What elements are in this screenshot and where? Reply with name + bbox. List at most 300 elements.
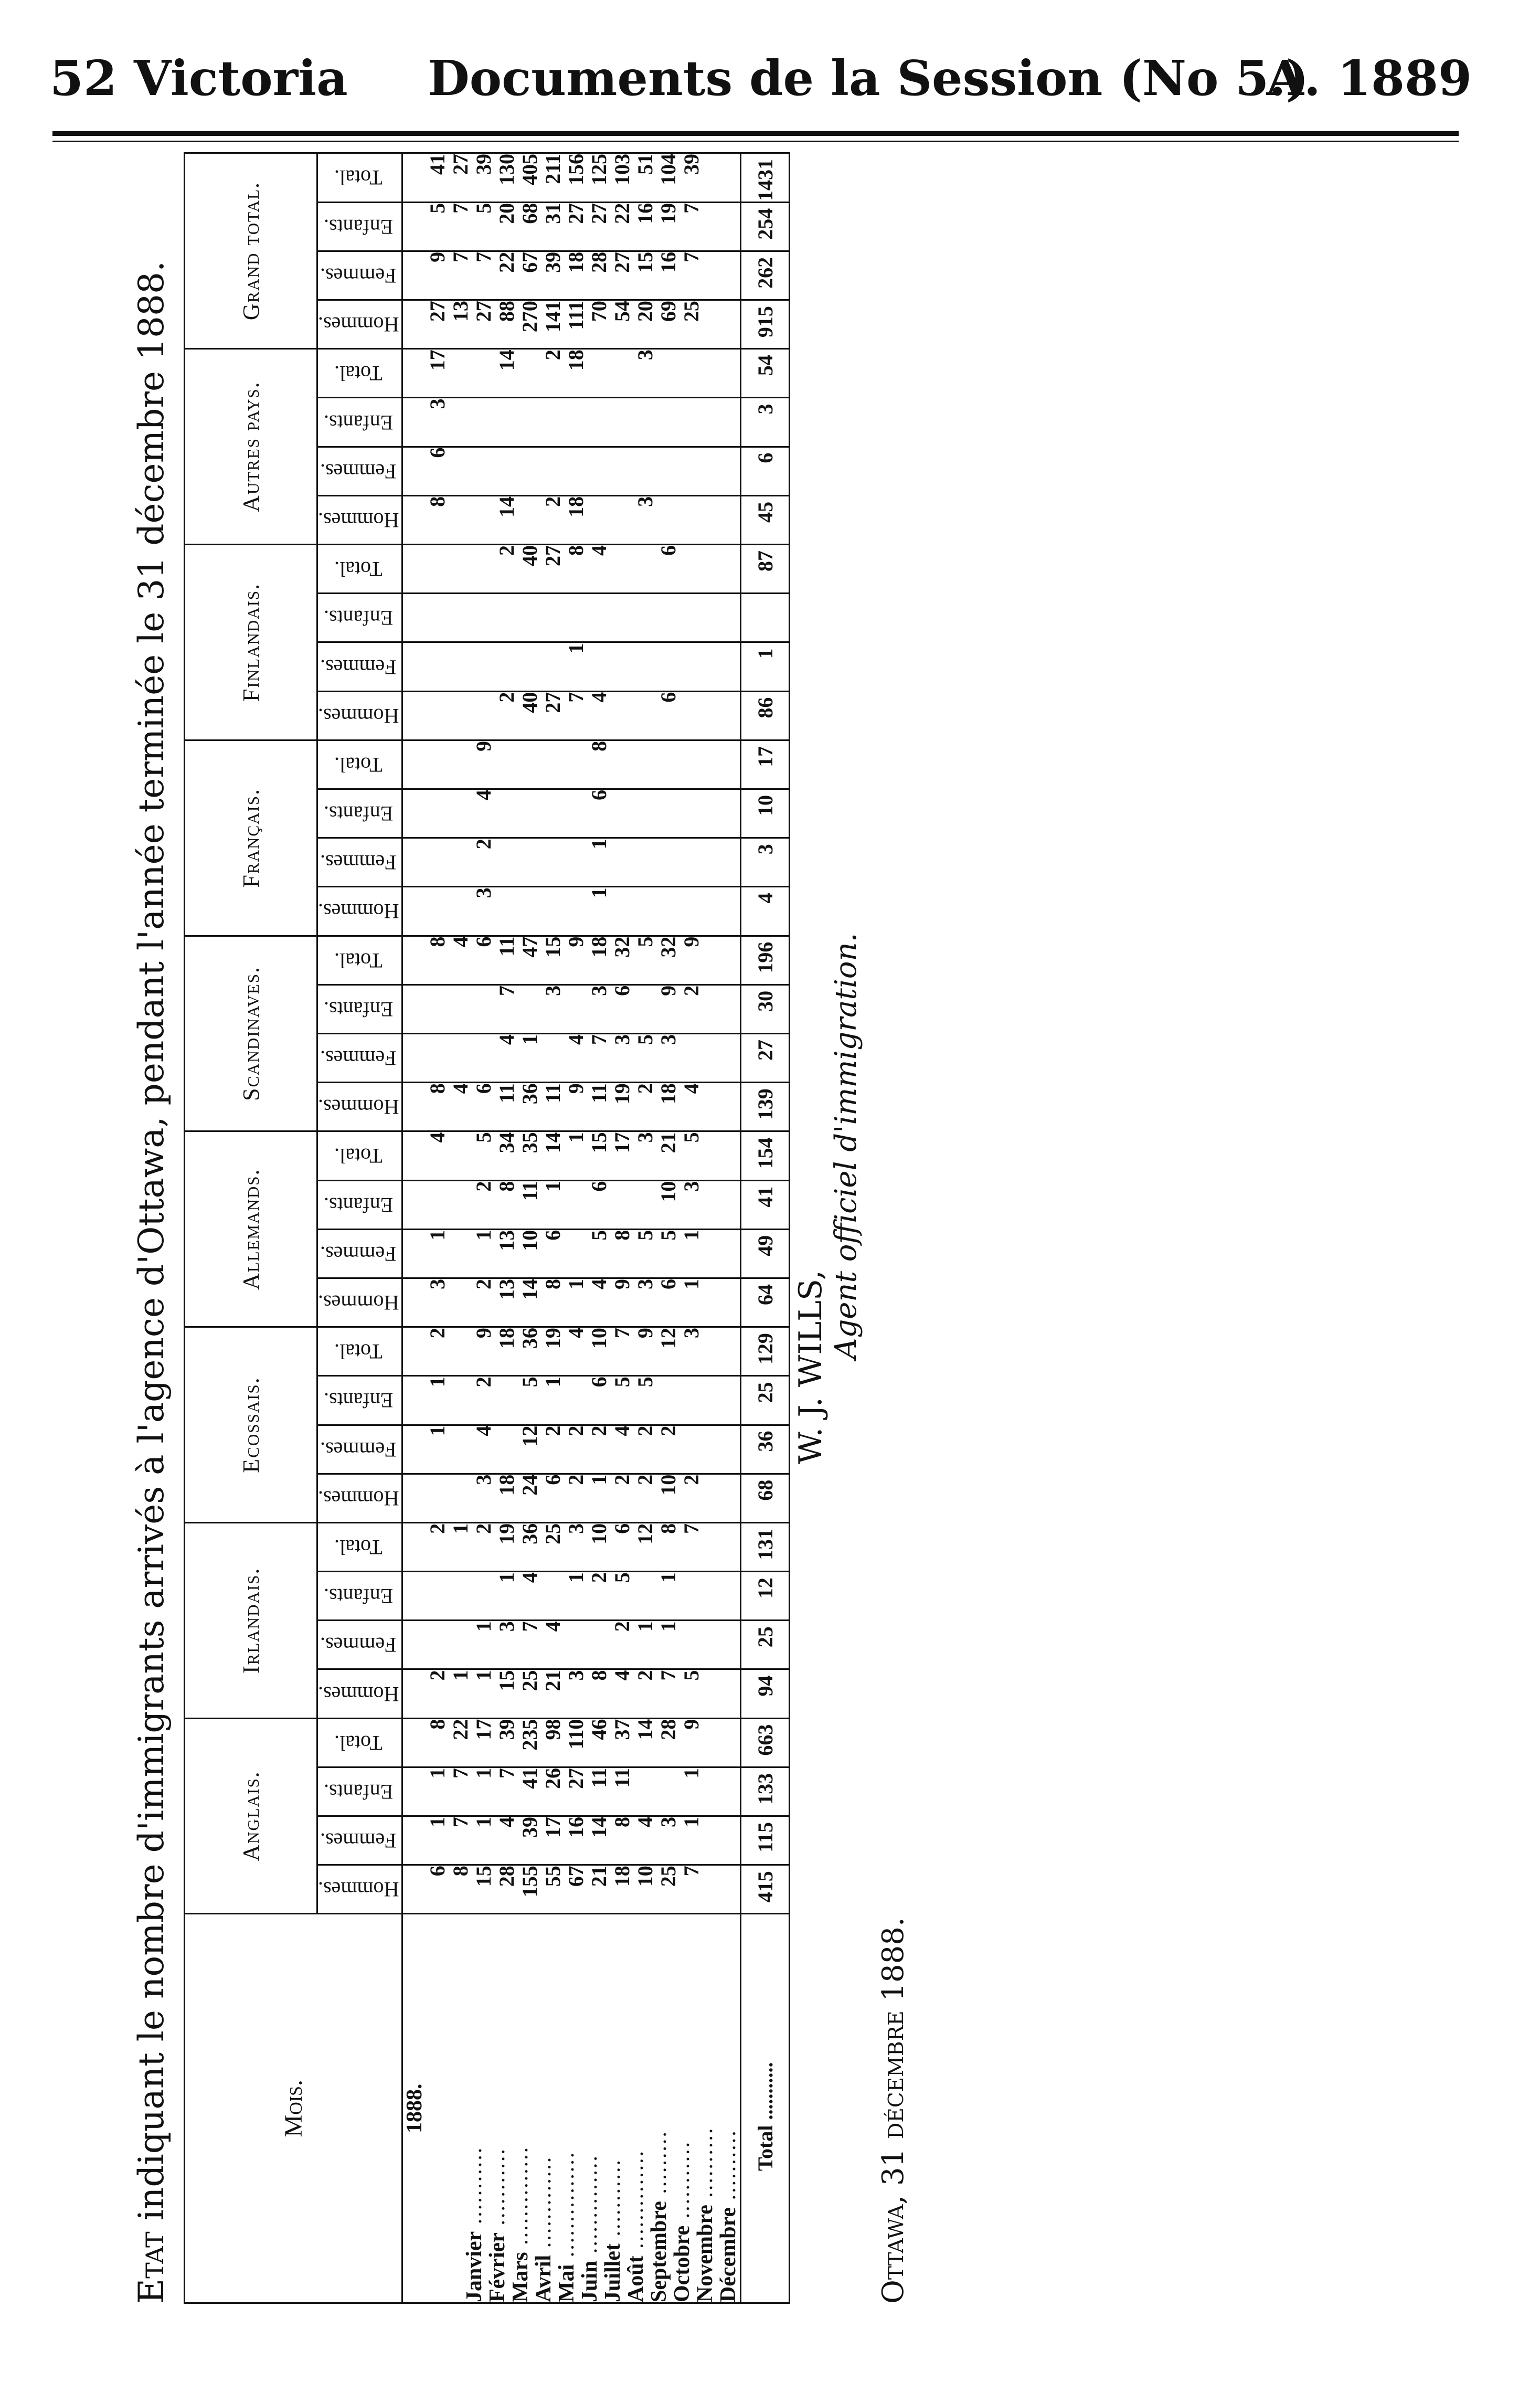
table-cell: 2 bbox=[587, 1425, 611, 1436]
table-cell bbox=[472, 692, 495, 739]
table-cell: 17 bbox=[472, 1719, 496, 1740]
table-cell: 9 bbox=[564, 936, 588, 947]
table-cell: 3 bbox=[679, 1328, 704, 1339]
table-cell: 2 bbox=[564, 1425, 588, 1436]
subheader bbox=[317, 447, 402, 495]
table-cell bbox=[634, 692, 657, 739]
table-cell bbox=[449, 643, 472, 690]
table-cell: 9 bbox=[656, 985, 681, 996]
subheader-label: Hommes. bbox=[318, 313, 399, 337]
table-cell: 6 bbox=[587, 1181, 611, 1192]
value-column bbox=[402, 1816, 741, 1865]
month-label: Février ........... bbox=[485, 2147, 510, 2302]
table-cell: 11 bbox=[587, 1083, 611, 1103]
table-cell: 7 bbox=[449, 1767, 473, 1778]
total-cell: 133 bbox=[741, 1767, 790, 1816]
table-cell: 2 bbox=[610, 1621, 634, 1632]
table-cell bbox=[634, 790, 657, 837]
signature-block bbox=[792, 933, 863, 1465]
table-cell: 12 bbox=[633, 1523, 657, 1544]
table-cell: 10 bbox=[633, 1866, 657, 1887]
table-cell: 7 bbox=[495, 985, 519, 996]
value-column bbox=[402, 1327, 741, 1376]
table-cell: 3 bbox=[610, 1034, 634, 1045]
value-column bbox=[402, 936, 741, 984]
table-cell bbox=[541, 790, 565, 837]
table-cell: 7 bbox=[679, 251, 704, 262]
table-cell bbox=[657, 839, 680, 886]
table-cell: 1 bbox=[679, 1230, 704, 1241]
table-cell: 2 bbox=[541, 496, 565, 507]
subheader bbox=[317, 789, 402, 838]
subheader-label: Total. bbox=[334, 1340, 383, 1364]
table-cell bbox=[472, 1034, 495, 1082]
total-cell: 3 bbox=[741, 398, 790, 447]
total-cell: 64 bbox=[741, 1278, 790, 1327]
table-cell: 17 bbox=[541, 1817, 565, 1838]
table-cell: 5 bbox=[426, 203, 450, 214]
table-cell: 16 bbox=[564, 1817, 588, 1838]
value-column bbox=[402, 1180, 741, 1229]
table-cell: 22 bbox=[449, 1719, 473, 1740]
table-cell: 67 bbox=[564, 1866, 588, 1887]
table-cell: 14 bbox=[587, 1817, 611, 1838]
table-cell: 15 bbox=[587, 1132, 611, 1153]
table-cell: 3 bbox=[656, 1034, 681, 1045]
value-column bbox=[402, 789, 741, 838]
table-cell: 8 bbox=[426, 1083, 450, 1094]
subheader-label: Hommes. bbox=[318, 1486, 399, 1510]
total-cell: 41 bbox=[741, 1180, 790, 1229]
table-cell bbox=[518, 887, 541, 935]
subheader-label: Hommes. bbox=[318, 1682, 399, 1706]
total-cell: 25 bbox=[741, 1376, 790, 1425]
group-header: Grand total. bbox=[185, 153, 317, 349]
value-column bbox=[402, 495, 741, 544]
header-right: A. 1889 bbox=[1266, 50, 1472, 107]
table-cell: 41 bbox=[426, 154, 450, 175]
table-cell: 20 bbox=[633, 301, 657, 322]
table-cell bbox=[449, 1034, 472, 1082]
total-cell: 68 bbox=[741, 1474, 790, 1522]
table-cell: 2 bbox=[472, 839, 496, 850]
total-cell: 196 bbox=[741, 936, 790, 984]
table-cell: 9 bbox=[426, 251, 450, 262]
table-cell: 14 bbox=[518, 1278, 542, 1300]
table-cell: 2 bbox=[564, 1474, 588, 1485]
table-cell bbox=[634, 887, 657, 935]
total-cell: 115 bbox=[741, 1816, 790, 1865]
table-cell: 6 bbox=[472, 936, 496, 947]
table-cell: 2 bbox=[495, 545, 519, 556]
table-cell: 18 bbox=[564, 251, 588, 273]
table-cell bbox=[449, 1621, 472, 1668]
table-cell: 39 bbox=[472, 154, 496, 175]
table-cell bbox=[611, 887, 634, 935]
month-name: Juillet bbox=[601, 2243, 625, 2302]
table-cell: 6 bbox=[656, 692, 681, 703]
table-cell: 8 bbox=[610, 1230, 634, 1241]
table-cell: 39 bbox=[541, 251, 565, 273]
table-cell: 4 bbox=[610, 1425, 634, 1436]
table-cell: 5 bbox=[472, 203, 496, 214]
table-cell: 6 bbox=[656, 1278, 681, 1289]
signature-title: Agent officiel d'immigration. bbox=[829, 933, 863, 1359]
table-cell: 7 bbox=[449, 203, 473, 214]
table-cell bbox=[449, 1181, 472, 1229]
subheader-label: Hommes. bbox=[318, 508, 399, 532]
total-cell: 36 bbox=[741, 1425, 790, 1474]
table-cell: 7 bbox=[472, 251, 496, 262]
table-cell bbox=[495, 741, 518, 788]
table-cell: 5 bbox=[633, 1377, 657, 1388]
table-cell: 3 bbox=[426, 398, 450, 409]
table-cell: 3 bbox=[633, 496, 657, 507]
table-cell: 14 bbox=[495, 496, 519, 517]
table-cell bbox=[518, 986, 541, 1033]
table-cell: 2 bbox=[633, 1083, 657, 1094]
table-cell bbox=[495, 790, 518, 837]
table-cell: 5 bbox=[472, 1132, 496, 1143]
table-cell: 69 bbox=[656, 301, 681, 322]
table-cell: 130 bbox=[495, 154, 519, 185]
table-cell bbox=[657, 1377, 680, 1424]
table-cell: 5 bbox=[518, 1377, 542, 1388]
signature-name: W. J. WILLS, bbox=[792, 1270, 829, 1464]
subheader-label: Enfants. bbox=[324, 1584, 394, 1608]
table-cell bbox=[518, 448, 541, 495]
subheader bbox=[317, 594, 402, 642]
subheader-label: Total. bbox=[334, 1536, 383, 1559]
table-cell: 98 bbox=[541, 1719, 565, 1740]
rotated-content bbox=[131, 152, 918, 2304]
table-cell bbox=[611, 398, 634, 446]
table-cell bbox=[449, 1475, 472, 1522]
value-column bbox=[402, 349, 741, 398]
total-cell: 25 bbox=[741, 1621, 790, 1669]
table-cell: 27 bbox=[449, 154, 473, 175]
months-cell bbox=[402, 1914, 741, 2303]
table-cell bbox=[611, 594, 634, 641]
table-cell bbox=[565, 986, 588, 1033]
table-cell bbox=[495, 448, 518, 495]
table-cell: 15 bbox=[472, 1866, 496, 1887]
table-cell bbox=[449, 448, 472, 495]
table-cell bbox=[426, 1572, 449, 1619]
table-cell bbox=[449, 1377, 472, 1424]
table-cell bbox=[611, 350, 634, 397]
table-cell bbox=[426, 1034, 449, 1082]
table-cell: 3 bbox=[426, 1278, 450, 1289]
subheader-label: Total. bbox=[334, 948, 383, 972]
value-column bbox=[402, 251, 741, 300]
table-cell bbox=[518, 741, 541, 788]
table-cell: 1 bbox=[564, 643, 588, 654]
totals-row bbox=[741, 153, 790, 2303]
subheader-label: Total. bbox=[334, 362, 383, 386]
table-cell: 9 bbox=[472, 1328, 496, 1339]
table-cell bbox=[426, 1475, 449, 1522]
subheader bbox=[317, 1621, 402, 1669]
table-cell: 5 bbox=[633, 1230, 657, 1241]
table-cell bbox=[449, 545, 472, 592]
data-row bbox=[402, 153, 741, 2303]
table-cell: 1 bbox=[472, 1621, 496, 1632]
subheader bbox=[317, 1180, 402, 1229]
table-cell: 2 bbox=[587, 1572, 611, 1583]
table-cell: 15 bbox=[541, 936, 565, 958]
table-cell: 6 bbox=[541, 1230, 565, 1241]
table-cell bbox=[611, 1181, 634, 1229]
table-cell bbox=[634, 594, 657, 641]
table-cell bbox=[611, 448, 634, 495]
month-label: Mars .............. bbox=[508, 2145, 533, 2302]
table-cell: 1 bbox=[426, 1767, 450, 1778]
table-cell bbox=[449, 741, 472, 788]
value-column bbox=[402, 1474, 741, 1522]
table-cell: 3 bbox=[495, 1621, 519, 1632]
table-cell: 3 bbox=[633, 1278, 657, 1289]
table-cell: 10 bbox=[518, 1230, 542, 1251]
table-cell: 1 bbox=[449, 1523, 473, 1534]
table-cell: 27 bbox=[564, 1767, 588, 1789]
table-cell: 8 bbox=[426, 1719, 450, 1730]
table-cell: 103 bbox=[610, 154, 634, 185]
table-cell bbox=[518, 350, 541, 397]
table-cell: 8 bbox=[426, 496, 450, 507]
table-cell bbox=[472, 496, 495, 544]
month-label: Juin .............. bbox=[578, 2154, 602, 2302]
table-cell: 2 bbox=[426, 1523, 450, 1534]
subheader bbox=[317, 1669, 402, 1718]
total-cell: 30 bbox=[741, 984, 790, 1033]
month-label: Décembre .......... bbox=[716, 2129, 741, 2302]
table-cell: 27 bbox=[541, 692, 565, 713]
table-cell bbox=[449, 496, 472, 544]
value-column bbox=[402, 1425, 741, 1474]
table-cell bbox=[426, 839, 449, 886]
month-name: Octobre bbox=[670, 2225, 695, 2302]
subheader-label: Enfants. bbox=[324, 997, 394, 1021]
value-column bbox=[402, 1572, 741, 1621]
table-cell bbox=[680, 1377, 703, 1424]
table-cell: 7 bbox=[587, 1034, 611, 1045]
subheader-label: Total. bbox=[334, 1144, 383, 1168]
month-label: Mai ............... bbox=[555, 2151, 579, 2302]
header-left: 52 Victoria bbox=[50, 50, 348, 107]
subheader-label: Hommes. bbox=[318, 704, 399, 728]
table-cell bbox=[495, 1377, 518, 1424]
table-cell bbox=[426, 692, 449, 739]
table-cell: 3 bbox=[633, 350, 657, 361]
table-cell: 25 bbox=[518, 1670, 542, 1691]
value-column bbox=[402, 202, 741, 251]
subheader bbox=[317, 691, 402, 740]
table-cell bbox=[541, 448, 565, 495]
table-cell bbox=[472, 398, 495, 446]
table-cell: 7 bbox=[679, 203, 704, 214]
table-cell: 1 bbox=[472, 1230, 496, 1241]
table-cell bbox=[426, 887, 449, 935]
month-name: Février bbox=[485, 2232, 510, 2302]
table-cell: 2 bbox=[633, 1670, 657, 1681]
table-cell: 34 bbox=[495, 1132, 519, 1153]
subheader bbox=[317, 642, 402, 691]
subheader-label: Enfants. bbox=[324, 1780, 394, 1804]
subheader bbox=[317, 1816, 402, 1865]
table-cell bbox=[588, 643, 611, 690]
table-cell: 6 bbox=[426, 1866, 450, 1877]
subheader bbox=[317, 1229, 402, 1278]
total-cell: 4 bbox=[741, 887, 790, 936]
table-cell: 37 bbox=[610, 1719, 634, 1740]
value-column bbox=[402, 1083, 741, 1131]
value-column bbox=[402, 447, 741, 495]
table-cell bbox=[565, 1621, 588, 1668]
table-cell bbox=[518, 496, 541, 544]
table-cell bbox=[472, 986, 495, 1033]
table-cell: 4 bbox=[679, 1083, 704, 1094]
table-cell bbox=[426, 790, 449, 837]
subheader bbox=[317, 984, 402, 1033]
table-cell: 20 bbox=[495, 203, 519, 224]
table-cell bbox=[472, 350, 495, 397]
subheader-label: Enfants. bbox=[324, 802, 394, 826]
table-cell: 21 bbox=[656, 1132, 681, 1153]
table-cell: 13 bbox=[495, 1278, 519, 1300]
table-cell: 36 bbox=[518, 1523, 542, 1544]
running-header bbox=[50, 50, 1472, 108]
table-cell: 5 bbox=[633, 936, 657, 947]
subheader bbox=[317, 300, 402, 349]
subheader-label: Femmes. bbox=[320, 459, 397, 483]
table-cell: 6 bbox=[610, 1523, 634, 1534]
table-cell: 27 bbox=[610, 251, 634, 273]
table-cell bbox=[611, 839, 634, 886]
month-name: Décembre bbox=[716, 2207, 741, 2302]
month-name: Mai bbox=[555, 2264, 579, 2302]
table-cell: 10 bbox=[587, 1523, 611, 1544]
subheader bbox=[317, 1572, 402, 1621]
total-cell: 17 bbox=[741, 740, 790, 789]
table-cell bbox=[680, 594, 703, 641]
table-cell: 270 bbox=[518, 301, 542, 333]
table-cell: 36 bbox=[518, 1083, 542, 1105]
table-cell: 6 bbox=[587, 790, 611, 801]
table-cell: 5 bbox=[610, 1572, 634, 1583]
table-cell: 15 bbox=[495, 1670, 519, 1691]
subheader bbox=[317, 1522, 402, 1571]
table-cell bbox=[449, 986, 472, 1033]
table-cell: 2 bbox=[656, 1425, 681, 1436]
table-cell: 27 bbox=[564, 203, 588, 224]
month-label: Septembre ......... bbox=[647, 2130, 672, 2302]
table-cell bbox=[680, 545, 703, 592]
month-name: Juin bbox=[578, 2260, 602, 2302]
table-cell: 8 bbox=[495, 1181, 519, 1192]
table-cell: 40 bbox=[518, 545, 542, 567]
subheader-label: Enfants. bbox=[324, 410, 394, 435]
total-label-text: Total bbox=[753, 2125, 777, 2171]
table-cell: 6 bbox=[472, 1083, 496, 1094]
table-cell: 5 bbox=[679, 1132, 704, 1143]
table-cell: 4 bbox=[472, 1425, 496, 1436]
table-cell: 19 bbox=[495, 1523, 519, 1544]
subheader bbox=[317, 251, 402, 300]
table-cell: 88 bbox=[495, 301, 519, 322]
table-cell: 6 bbox=[610, 985, 634, 996]
table-cell bbox=[518, 790, 541, 837]
mois-header: Mois. bbox=[185, 1914, 402, 2303]
table-cell: 1 bbox=[656, 1621, 681, 1632]
table-cell bbox=[588, 398, 611, 446]
table-cell: 1 bbox=[541, 1377, 565, 1388]
month-list bbox=[463, 1914, 740, 2302]
table-cell: 9 bbox=[633, 1328, 657, 1339]
table-cell: 18 bbox=[656, 1083, 681, 1105]
table-cell: 21 bbox=[587, 1866, 611, 1887]
table-cell: 22 bbox=[495, 251, 519, 273]
title-text: indiquant le nombre d'immigrants arrivés à l'agence d'Ottawa, pendant l'année terminée le 31 décembre 1888. bbox=[131, 261, 172, 2221]
table-cell bbox=[611, 643, 634, 690]
subheader bbox=[317, 1865, 402, 1914]
subheader-label: Total. bbox=[334, 166, 383, 190]
table-cell bbox=[657, 398, 680, 446]
table-cell bbox=[680, 643, 703, 690]
value-column bbox=[402, 1522, 741, 1571]
total-label: Total ........... bbox=[741, 1914, 790, 2303]
table-cell: 10 bbox=[656, 1181, 681, 1202]
table-cell: 11 bbox=[495, 1083, 519, 1103]
subheader bbox=[317, 1767, 402, 1816]
table-cell bbox=[565, 594, 588, 641]
value-column bbox=[402, 1131, 741, 1180]
value-column bbox=[402, 887, 741, 936]
table-cell: 3 bbox=[656, 1817, 681, 1828]
table-cell bbox=[449, 1230, 472, 1277]
table-cell bbox=[565, 839, 588, 886]
table-cell bbox=[565, 790, 588, 837]
table-cell: 2 bbox=[679, 985, 704, 996]
table-cell: 4 bbox=[449, 936, 473, 947]
month-label: Juillet ........... bbox=[601, 2158, 625, 2302]
table-cell bbox=[657, 594, 680, 641]
table-cell: 4 bbox=[495, 1034, 519, 1045]
group-header: Scandinaves. bbox=[185, 936, 317, 1131]
table-cell bbox=[565, 448, 588, 495]
table-cell: 13 bbox=[495, 1230, 519, 1251]
value-column bbox=[402, 398, 741, 447]
total-cell: 27 bbox=[741, 1034, 790, 1083]
table-cell bbox=[449, 692, 472, 739]
table-cell bbox=[680, 448, 703, 495]
table-cell: 9 bbox=[472, 740, 496, 751]
table-cell bbox=[518, 839, 541, 886]
subheader-label: Enfants. bbox=[324, 606, 394, 630]
subheader-label: Enfants. bbox=[324, 1193, 394, 1217]
table-cell: 2 bbox=[679, 1474, 704, 1485]
table-cell: 7 bbox=[518, 1621, 542, 1632]
table-cell bbox=[495, 594, 518, 641]
table-cell: 5 bbox=[633, 1034, 657, 1045]
table-cell bbox=[449, 594, 472, 641]
table-cell: 18 bbox=[495, 1474, 519, 1496]
table-cell: 1 bbox=[518, 1034, 542, 1045]
value-column bbox=[402, 545, 741, 594]
table-cell: 10 bbox=[587, 1328, 611, 1349]
total-cell: 49 bbox=[741, 1229, 790, 1278]
subheader bbox=[317, 202, 402, 251]
